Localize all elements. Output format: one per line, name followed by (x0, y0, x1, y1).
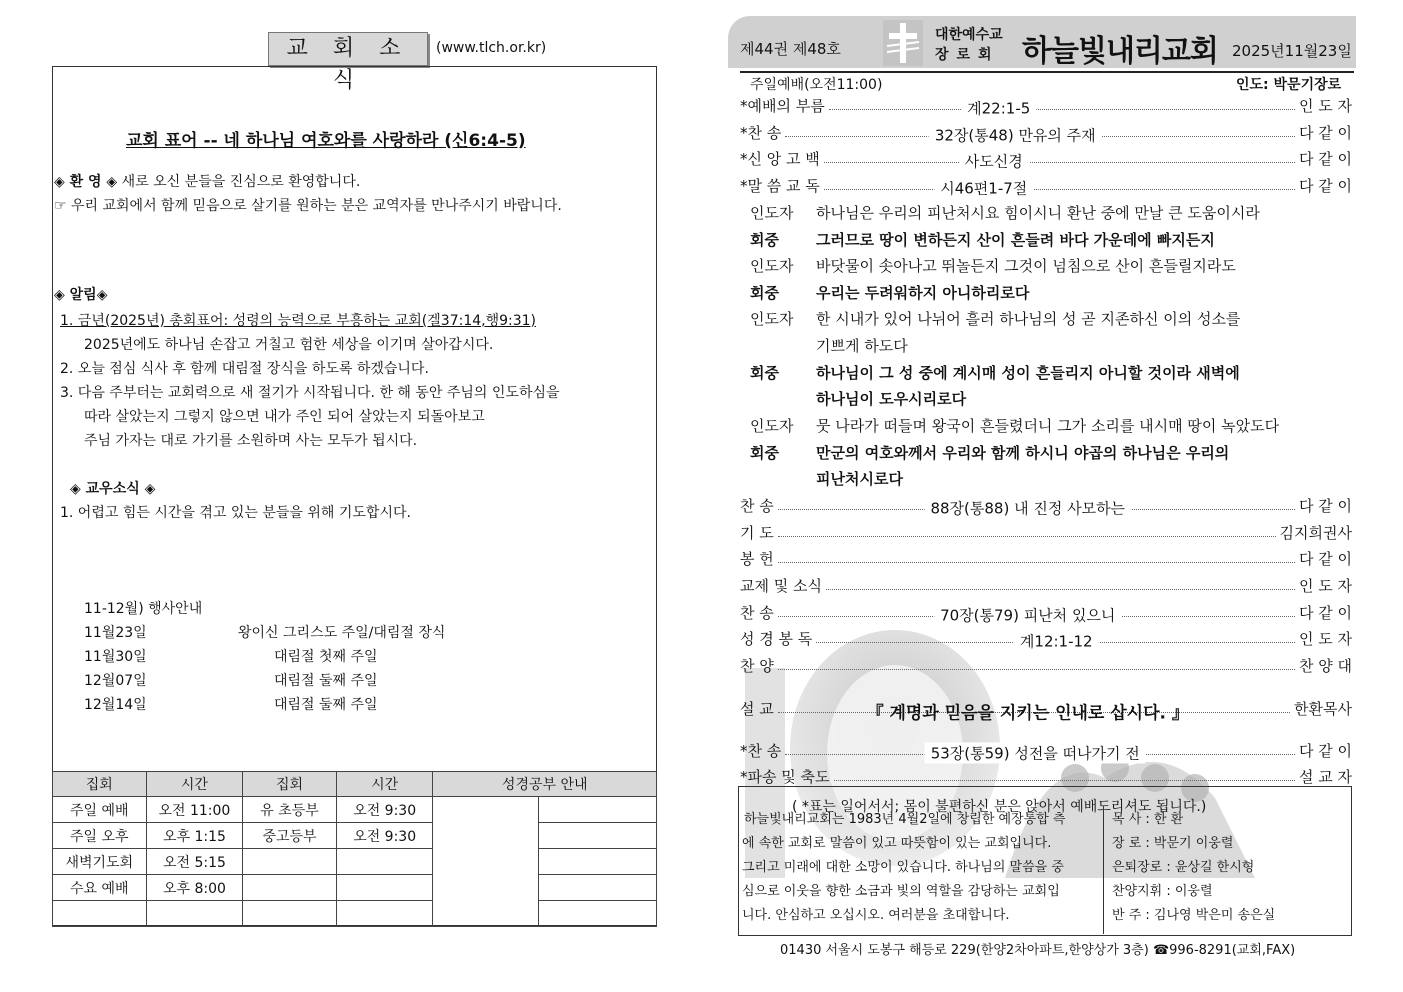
table-cell: 중고등부 (243, 823, 337, 849)
table-row (53, 797, 657, 823)
responsive-line (750, 442, 1229, 463)
event-name: 대림절 첫째 주일 (274, 649, 378, 665)
responsive-line (750, 388, 966, 409)
table-cell (146, 901, 243, 927)
table-cell (243, 901, 337, 927)
order-label: *신 앙 고 백 (740, 149, 820, 168)
reading-text: 하나님이 도우시리로다 (816, 390, 967, 408)
bulletin-date: 2025년11월23일 (1232, 42, 1352, 60)
reading-text: 우리는 두려워하지 아니하리로다 (816, 284, 1030, 302)
order-responsible: 다 같 이 (1298, 603, 1352, 622)
table-cell (539, 901, 657, 927)
responsive-line (750, 335, 908, 356)
dotted-leader (778, 605, 1295, 624)
order-item (740, 652, 1352, 678)
table-cell: 유 초등부 (243, 797, 337, 823)
order-content: 계22:1-5 (961, 97, 1036, 118)
church-intro: 에 속한 교회로 말씀이 있고 따뜻함이 있는 교회입니다. (742, 836, 1052, 851)
table-cell: 오후 8:00 (146, 875, 243, 901)
order-label: *예배의 부름 (740, 96, 825, 115)
order-label: 기 도 (740, 523, 774, 542)
order-content: 53장(통59) 성전을 떠나가기 전 (925, 742, 1146, 763)
reading-text: 기쁘게 하도다 (816, 337, 908, 355)
denomination: 장로회 (935, 47, 1000, 63)
order-label: 성 경 봉 독 (740, 629, 813, 648)
table-row (53, 901, 657, 927)
order-responsible: 설 교 자 (1298, 767, 1352, 786)
reading-text: 뭇 나라가 떠들며 왕국이 흔들렸더니 그가 소리를 내시매 땅이 녹았도다 (816, 417, 1280, 435)
church-address: 01430 서울시 도봉구 해등로 229(한양2차아파트,한양상가 3층) ☎996-8291(교회,FAX) (780, 943, 1296, 958)
reading-text: 하나님이 그 성 중에 계시매 성이 흔들리지 아니할 것이라 새벽에 (816, 364, 1240, 382)
divider (1103, 806, 1104, 934)
responsive-line (750, 362, 1240, 383)
dotted-leader (778, 702, 1290, 723)
order-label: *파송 및 축도 (740, 767, 830, 786)
order-label: 설 교 (740, 699, 774, 718)
volume-number: 제44권 제48호 (740, 40, 841, 58)
table-cell: 오전 5:15 (146, 849, 243, 875)
notice-heading: ◈ 알림◈ (54, 287, 108, 303)
column-header: 집회 (53, 772, 147, 797)
table-cell (336, 901, 433, 927)
staff-line: 찬양지휘 : 이웅렬 (1112, 884, 1213, 899)
order-label: 교제 및 소식 (740, 576, 822, 595)
event-date: 12월07일 (84, 673, 147, 689)
reading-text: 피난처시로다 (816, 470, 903, 488)
standing-note: ( *표는 일어서서; 몸이 불편하신 분은 앉아서 예배드리셔도 됩니다.) (792, 799, 1207, 815)
order-label: *말 씀 교 독 (740, 176, 820, 195)
divider (740, 71, 1354, 73)
order-responsible: 다 같 이 (1298, 176, 1352, 195)
dotted-leader (778, 669, 1295, 670)
column-header: 시간 (146, 772, 243, 797)
event-name: 대림절 둘째 주일 (274, 673, 378, 689)
order-label: 찬 송 (740, 603, 774, 622)
order-responsible: 인 도 자 (1298, 629, 1352, 648)
speaker: 회중 (750, 284, 779, 302)
table-cell: 수요 예배 (53, 875, 147, 901)
order-responsible: 다 같 이 (1298, 549, 1352, 568)
service-title: 주일예배(오전11:00) (750, 77, 883, 93)
cross-icon (883, 20, 923, 66)
speaker: 회중 (750, 231, 779, 249)
event-name: 왕이신 그리스도 주일/대림절 장식 (238, 625, 446, 641)
reading-text: 한 시내가 있어 나뉘어 흘러 하나님의 성 곧 지존하신 이의 성소를 (816, 310, 1241, 328)
dotted-leader (778, 562, 1295, 563)
responsive-line (750, 202, 1260, 223)
notice-item: 2. 오늘 점심 식사 후 함께 대림절 장식을 하도록 하겠습니다. (60, 361, 429, 377)
responsive-line (750, 255, 1236, 276)
order-item (740, 599, 1352, 625)
table-cell (53, 901, 147, 927)
reading-text: 그러므로 땅이 변하든지 산이 흔들려 바다 가운데에 빠지든지 (816, 231, 1215, 249)
speaker: 인도자 (750, 417, 794, 435)
welcome-text: 새로 오신 분들을 진심으로 환영합니다. (121, 174, 361, 190)
order-item (740, 737, 1352, 763)
order-label: 찬 송 (740, 496, 774, 515)
events-title: 11-12월) 행사안내 (84, 601, 203, 617)
order-responsible: 한환목사 (1294, 699, 1352, 718)
event-name: 대림절 둘째 주일 (274, 697, 378, 713)
responsive-line (750, 308, 1240, 329)
order-content: 계12:1-12 (1014, 630, 1099, 651)
dotted-leader (785, 743, 1295, 762)
staff-line: 장 로 : 박문기 이웅렬 (1112, 836, 1234, 851)
church-motto: 교회 표어 -- 네 하나님 여호와를 사랑하라 (신6:4-5) (126, 131, 526, 151)
dotted-leader (778, 536, 1276, 537)
table-cell (433, 797, 539, 927)
order-responsible: 다 같 이 (1298, 496, 1352, 515)
table-cell (243, 875, 337, 901)
order-content: 70장(통79) 피난처 있으니 (934, 604, 1121, 625)
table-cell (539, 849, 657, 875)
reading-text: 바닷물이 솟아나고 뛰놀든지 그것이 넘침으로 산이 흔들릴지라도 (816, 257, 1236, 275)
table-header-row (53, 772, 657, 797)
table-row (53, 823, 657, 849)
order-item (740, 545, 1352, 571)
column-header: 집회 (243, 772, 337, 797)
dotted-leader (826, 589, 1295, 590)
order-content: 『 계명과 믿음을 지키는 인내로 삽시다. 』 (866, 702, 1189, 723)
reading-text: 만군의 여호와께서 우리와 함께 하시니 야곱의 하나님은 우리의 (816, 444, 1230, 462)
order-label: *찬 송 (740, 123, 782, 142)
notice-item: 따라 살았는지 그렇지 않으면 내가 주인 되어 살았는지 되돌아보고 (84, 409, 485, 425)
table-cell (539, 797, 657, 823)
staff-line: 목 사 : 한 환 (1112, 812, 1184, 827)
page-title: 교 회 소 식 (268, 32, 428, 66)
order-item (740, 145, 1352, 171)
order-responsible: 인 도 자 (1298, 96, 1352, 115)
event-date: 11월30일 (84, 649, 147, 665)
dotted-leader (824, 178, 1295, 197)
table-cell (336, 875, 433, 901)
table-cell: 주일 예배 (53, 797, 147, 823)
welcome-line (54, 171, 360, 191)
dotted-leader (816, 631, 1295, 650)
welcome-heading: ◈ 환 영 ◈ (54, 174, 118, 190)
column-header: 성경공부 안내 (433, 772, 657, 797)
notice-item: 2025년에도 하나님 손잡고 거칠고 험한 세상을 이기며 살아갑시다. (84, 337, 494, 353)
schedule-table (52, 771, 657, 927)
staff-line: 은퇴장로 : 윤상길 한시형 (1112, 860, 1255, 875)
order-content: 32장(통48) 만유의 주재 (929, 124, 1102, 145)
order-responsible: 인 도 자 (1298, 576, 1352, 595)
table-row (53, 849, 657, 875)
order-item (740, 572, 1352, 598)
welcome-note: ☞ 우리 교회에서 함께 믿음으로 살기를 원하는 분은 교역자를 만나주시기 바랍니다. (54, 198, 562, 214)
notice-item: 3. 다음 주부터는 교회력으로 새 절기가 시작됩니다. 한 해 동안 주님의 인도하심을 (60, 385, 560, 401)
order-item (740, 519, 1352, 545)
website-url: (www.tlch.or.kr) (436, 40, 547, 56)
speaker: 회중 (750, 444, 779, 462)
table-cell (539, 823, 657, 849)
order-item (740, 695, 1352, 721)
table-cell (539, 875, 657, 901)
church-intro: 심으로 이웃을 향한 소금과 빛의 역할을 감당하는 교회입 (742, 884, 1060, 899)
table-row (53, 875, 657, 901)
order-item (740, 119, 1352, 145)
order-item (740, 172, 1352, 198)
speaker: 회중 (750, 364, 779, 382)
table-cell: 오전 11:00 (146, 797, 243, 823)
table-cell: 오전 9:30 (336, 823, 433, 849)
service-leader: 인도: 박문기장로 (1236, 77, 1342, 93)
table-cell: 오전 9:30 (336, 797, 433, 823)
table-cell (336, 849, 433, 875)
church-intro: 그리고 미래에 대한 소망이 있습니다. 하나님의 말씀을 중 (742, 860, 1064, 875)
order-item (740, 92, 1352, 118)
order-responsible: 찬 양 대 (1298, 656, 1352, 675)
church-intro: 니다. 안심하고 오십시오. 여러분을 초대합니다. (742, 908, 1010, 923)
dotted-leader (785, 125, 1295, 144)
dotted-leader (778, 498, 1295, 517)
staff-line: 반 주 : 김나영 박은미 송은실 (1112, 908, 1276, 923)
order-responsible: 다 같 이 (1298, 741, 1352, 760)
speaker: 인도자 (750, 204, 794, 222)
responsive-line (750, 229, 1215, 250)
speaker: 인도자 (750, 257, 794, 275)
notice-item: 1. 금년(2025년) 총회표어: 성령의 능력으로 부흥하는 교회(겔37:14,행9:31) (60, 313, 537, 329)
order-responsible: 다 같 이 (1298, 123, 1352, 142)
denomination: 대한예수교 (935, 27, 1003, 43)
reading-text: 하나님은 우리의 피난처시요 힘이시니 환난 중에 만날 큰 도움이시라 (816, 204, 1260, 222)
order-label: 찬 양 (740, 656, 774, 675)
responsive-line (750, 468, 903, 489)
notice-item: 주님 가자는 대로 가기를 소원하며 사는 모두가 됩시다. (84, 433, 418, 449)
responsive-line (750, 415, 1279, 436)
table-cell: 주일 오후 (53, 823, 147, 849)
column-header: 시간 (336, 772, 433, 797)
order-content: 88장(통88) 내 진정 사모하는 (924, 497, 1131, 518)
order-label: 봉 헌 (740, 549, 774, 568)
table-cell: 오후 1:15 (146, 823, 243, 849)
event-date: 12월14일 (84, 697, 147, 713)
table-cell (243, 849, 337, 875)
order-responsible: 김지희권사 (1279, 523, 1352, 542)
church-intro: 하늘빛내리교회는 1983년 4월2일에 창립한 예장통합 측 (744, 812, 1066, 827)
church-name: 하늘빛내리교회 (1022, 34, 1218, 69)
speaker: 인도자 (750, 310, 794, 328)
event-date: 11월23일 (84, 625, 147, 641)
order-label: *찬 송 (740, 741, 782, 760)
members-item: 1. 어렵고 힘든 시간을 겪고 있는 분들을 위해 기도합시다. (60, 505, 411, 521)
dotted-leader (824, 151, 1295, 170)
dotted-leader (834, 780, 1295, 781)
table-cell: 새벽기도회 (53, 849, 147, 875)
order-item (740, 625, 1352, 651)
members-heading: ◈ 교우소식 ◈ (70, 481, 156, 497)
order-content: 시46편1-7절 (934, 177, 1033, 198)
dotted-leader (829, 98, 1295, 117)
responsive-line (750, 282, 1029, 303)
order-responsible: 다 같 이 (1298, 149, 1352, 168)
order-item (740, 492, 1352, 518)
order-content: 사도신경 (959, 150, 1029, 171)
